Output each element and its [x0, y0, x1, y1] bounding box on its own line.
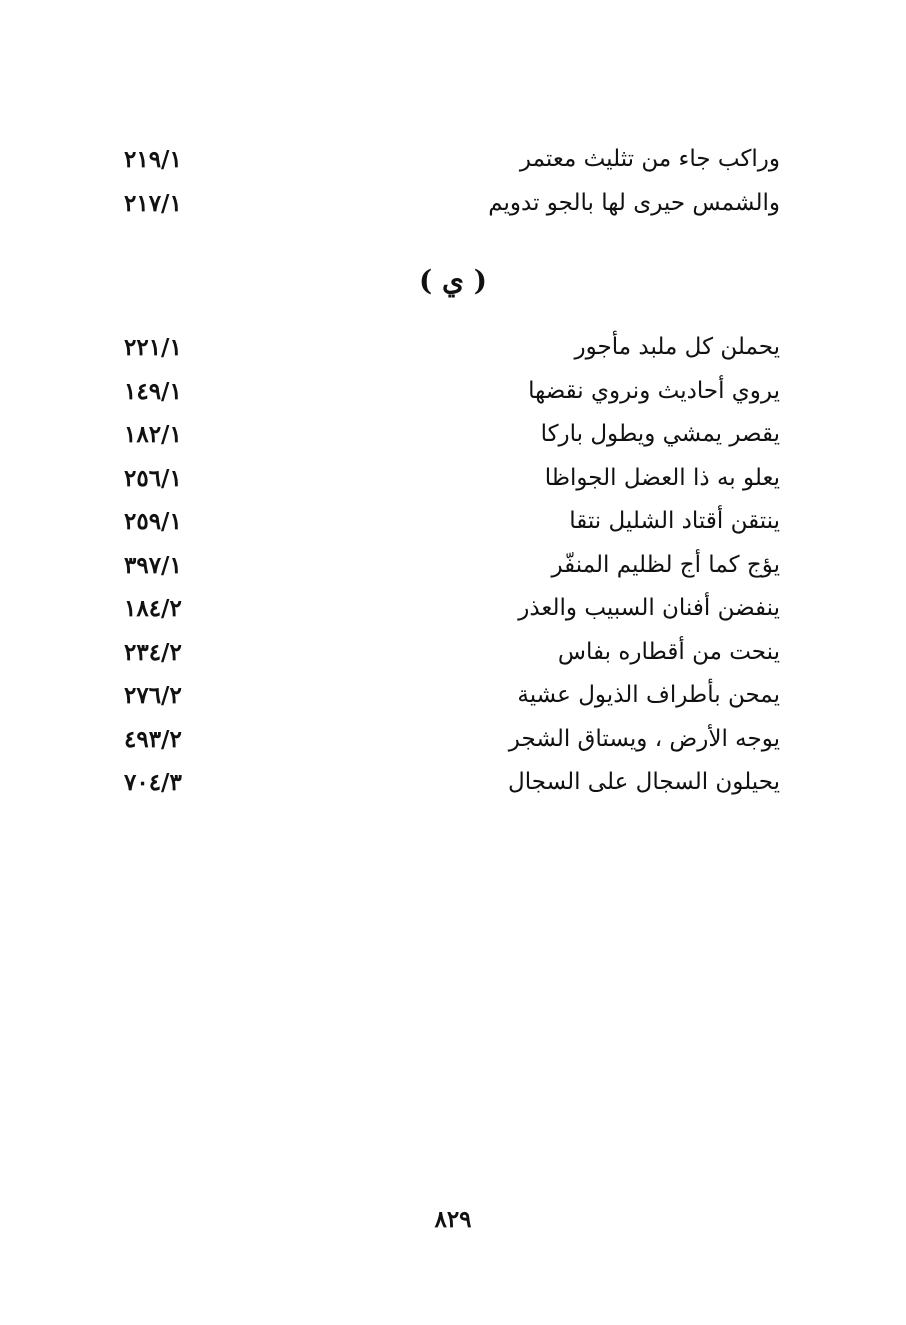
page-reference: ٢١٩/١ [124, 146, 182, 173]
index-entry [110, 326, 780, 370]
page-reference: ١٨٢/١ [124, 421, 182, 448]
index-section-ya [110, 326, 780, 805]
verse-text: وراكب جاء من تثليث معتمر [519, 146, 780, 172]
page-reference: ٤٩٣/٢ [124, 725, 182, 753]
page-reference: ٢٢١/١ [124, 334, 182, 361]
verse-text: ينحت من أقطاره بفاس [557, 638, 780, 665]
page-reference: ٧٠٤/٣ [124, 769, 182, 796]
page-reference: ٢١٧/١ [124, 189, 182, 217]
verse-text: يوجه الأرض ، ويستاق الشجر [508, 725, 780, 752]
verse-text: يعلو به ذا العضل الجواظا [544, 464, 780, 491]
page-reference: ٢٧٦/٢ [124, 682, 182, 709]
verse-text: والشمس حيرى لها بالجو تدويم [488, 189, 780, 216]
verse-text: يحيلون السجال على السجال [508, 769, 780, 795]
index-entry [110, 718, 780, 762]
index-section-top [110, 138, 780, 225]
index-entry [110, 631, 780, 675]
verse-text: يؤج كما أج لظليم المنفّر [551, 551, 780, 578]
verse-text: يمحن بأطراف الذيول عشية [517, 682, 780, 708]
index-entry [110, 587, 780, 631]
verse-text: يروي أحاديث ونروي نقضها [528, 377, 780, 404]
index-entry [110, 500, 780, 544]
page-reference: ٢٣٤/٢ [124, 638, 182, 666]
page-reference: ٢٥٩/١ [124, 508, 182, 535]
index-entry [110, 138, 780, 182]
index-entry [110, 457, 780, 501]
index-entry [110, 413, 780, 457]
page-number: ٨٢٩ [434, 1206, 472, 1233]
section-heading: ( ي ) [419, 264, 487, 297]
index-entry [110, 761, 780, 805]
verse-text: ينفضن أفنان السبيب والعذر [518, 595, 780, 621]
index-entry [110, 182, 780, 226]
verse-text: يقصر يمشي ويطول باركا [540, 421, 780, 447]
verse-text: ينتقن أقتاد الشليل نتقا [569, 508, 780, 534]
page-reference: ٣٩٧/١ [124, 551, 182, 579]
page-reference: ٢٥٦/١ [124, 464, 182, 492]
index-entry [110, 544, 780, 588]
verse-text: يحملن كل ملبد مأجور [574, 334, 780, 360]
index-entry [110, 370, 780, 414]
page-reference: ١٨٤/٢ [124, 595, 182, 622]
index-entry [110, 674, 780, 718]
page-reference: ١٤٩/١ [124, 377, 182, 405]
